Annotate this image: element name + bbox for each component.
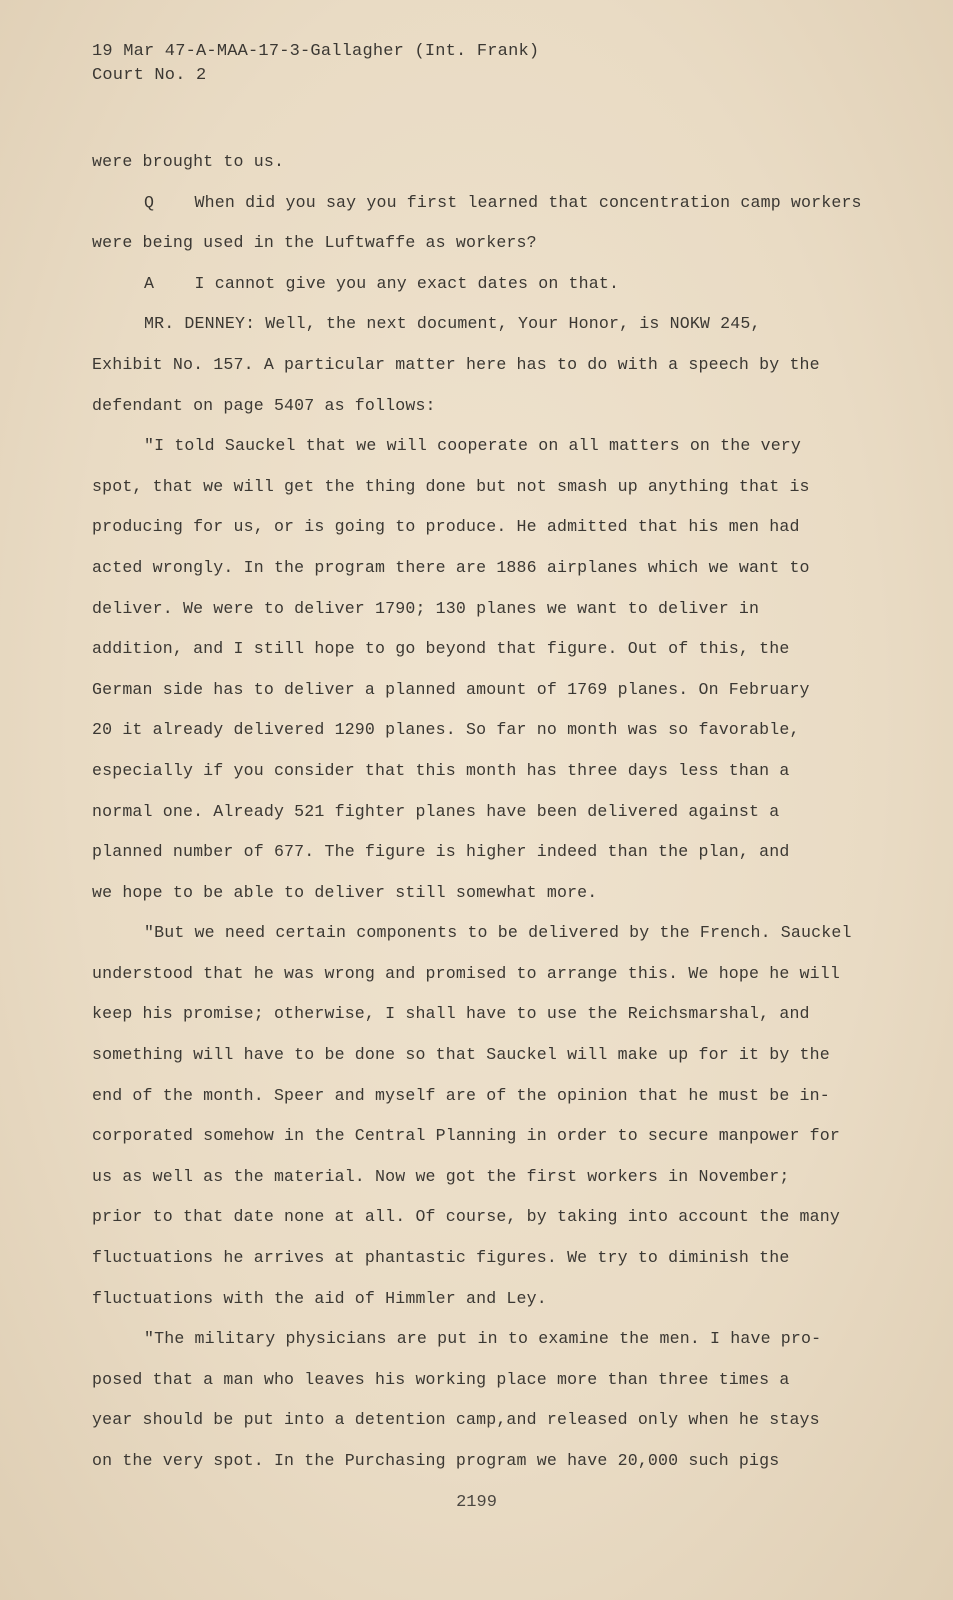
transcript-line: were brought to us. (92, 152, 285, 171)
header-court-line: Court No. 2 (92, 66, 207, 85)
quote-line: "The military physicians are put in to examine the men. I have pro- (144, 1329, 822, 1349)
quote-line: us as well as the material. Now we got the first workers in November; (92, 1166, 790, 1186)
quote-line: acted wrongly. In the program there are 1886 airplanes which we want to (92, 557, 810, 577)
transcript-body (92, 142, 872, 1482)
quote-line: we hope to be able to deliver still somewhat more. (92, 882, 598, 902)
question-line: Q When did you say you first learned that concentration camp workers (144, 192, 862, 212)
quote-line: prior to that date none at all. Of course, by taking into account the many (92, 1207, 840, 1227)
page-number: 2199 (456, 1493, 497, 1512)
quote-line: normal one. Already 521 fighter planes have been delivered against a (92, 801, 780, 821)
header-reference-line: 19 Mar 47-A-MAA-17-3-Gallagher (Int. Frank) (92, 42, 540, 61)
quote-line: spot, that we will get the thing done but not smash up anything that is (92, 476, 810, 496)
quote-line: end of the month. Speer and myself are of the opinion that he must be in- (92, 1085, 830, 1105)
quote-line: deliver. We were to deliver 1790; 130 planes we want to deliver in (92, 598, 760, 618)
quote-line: year should be put into a detention camp,and released only when he stays (92, 1410, 820, 1430)
quote-line: addition, and I still hope to go beyond that figure. Out of this, the (92, 639, 790, 659)
quote-line: "I told Sauckel that we will cooperate on all matters on the very (144, 436, 802, 456)
quote-line: corporated somehow in the Central Planning in order to secure manpower for (92, 1126, 840, 1146)
quote-line: especially if you consider that this month has three days less than a (92, 760, 790, 780)
answer-line: A I cannot give you any exact dates on that. (144, 273, 620, 293)
quote-line: on the very spot. In the Purchasing program we have 20,000 such pigs (92, 1451, 780, 1470)
quote-line: fluctuations with the aid of Himmler and Ley. (92, 1288, 547, 1308)
transcript-line: Exhibit No. 157. A particular matter here has to do with a speech by the (92, 354, 820, 374)
quote-line: posed that a man who leaves his working place more than three times a (92, 1369, 790, 1389)
quote-line: "But we need certain components to be delivered by the French. Sauckel (144, 923, 852, 943)
quote-line: 20 it already delivered 1290 planes. So far no month was so favorable, (92, 720, 800, 740)
quote-line: something will have to be done so that Sauckel will make up for it by the (92, 1045, 830, 1065)
quote-line: planned number of 677. The figure is higher indeed than the plan, and (92, 842, 790, 862)
transcript-line: defendant on page 5407 as follows: (92, 395, 436, 415)
quote-line: keep his promise; otherwise, I shall have to use the Reichsmarshal, and (92, 1004, 810, 1024)
document-header (92, 40, 539, 88)
quote-line: understood that he was wrong and promised to arrange this. We hope he will (92, 963, 840, 983)
quote-line: German side has to deliver a planned amount of 1769 planes. On February (92, 679, 810, 699)
transcript-line: were being used in the Luftwaffe as workers? (92, 233, 537, 253)
speaker-line: MR. DENNEY: Well, the next document, Your Honor, is NOKW 245, (144, 314, 761, 334)
quote-line: producing for us, or is going to produce. He admitted that his men had (92, 517, 800, 537)
quote-line: fluctuations he arrives at phantastic figures. We try to diminish the (92, 1248, 790, 1268)
